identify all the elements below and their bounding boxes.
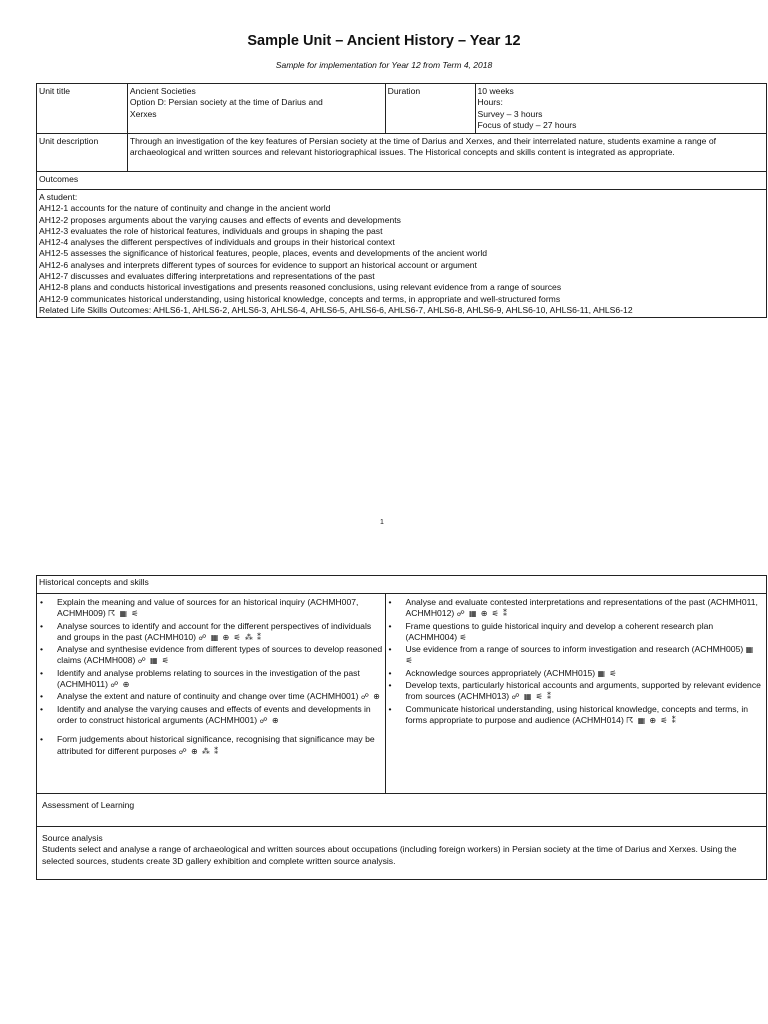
- curriculum-icons: ☍ ▦ ⊕ ⚟ ⁑: [456, 609, 509, 619]
- skills-header-row: [37, 576, 767, 594]
- duration-line: Survey – 3 hours: [477, 108, 543, 119]
- skill-item: • Analyse sources to identify and account for the different perspectives of individuals and groups in the past (ACHMH010) ☍ ▦ ⊕ ⚟ ⁂ ⁑: [39, 621, 383, 644]
- outcome-item: AH12-4 analyses the different perspectives of individuals and groups in their historical context: [39, 237, 395, 248]
- outcomes-row: [37, 190, 767, 318]
- duration-line: Hours:: [477, 97, 503, 108]
- skill-item: • Analyse and evaluate contested interpretations and representations of the past (ACHMH011, ACHMH012) ☍ ▦ ⊕ ⚟ ⁑: [388, 597, 764, 620]
- outcome-item: AH12-6 analyses and interprets different types of sources for evidence to support an historical account or argument: [39, 259, 477, 270]
- unit-table: [36, 83, 767, 318]
- skill-item: • Communicate historical understanding, using historical knowledge, concepts and terms, in forms appropriate to purpose and audience (ACHMH014) ☈ ▦ ⊕ ⚟ ⁑: [388, 704, 764, 727]
- unit-title-value: [127, 84, 385, 134]
- skill-item: • Frame questions to guide historical inquiry and develop a coherent research plan (ACHMH004) ⚟: [388, 621, 764, 644]
- skill-item: • Develop texts, particularly historical accounts and arguments, supported by relevant evidence from sources (ACHMH013) ☍ ▦ ⚟ ⁑: [388, 680, 764, 703]
- outcomes-intro: A student:: [39, 192, 78, 202]
- unit-title-line: Xerxes: [129, 108, 157, 119]
- assessment-task-text: Students select and analyse a range of archaeological and written sources about occupations (including foreign workers) in Persian society at the time of Darius and Xerxes. Using the selected sources, students create 3D gallery exhibition and complete written source analysis.: [42, 844, 737, 866]
- skill-item: • Acknowledge sources appropriately (ACHMH015) ▦ ⚟: [388, 668, 764, 679]
- duration-label: Duration: [385, 84, 475, 134]
- unit-title-line: Ancient Societies: [129, 86, 196, 96]
- outcome-item: AH12-3 evaluates the role of historical features, individuals and groups in shaping the past: [39, 225, 383, 236]
- outcome-item: AH12-7 discusses and evaluates differing interpretations and representations of the past: [39, 271, 375, 282]
- assessment-task: [37, 827, 767, 880]
- outcome-item: AH12-1 accounts for the nature of continuity and change in the ancient world: [39, 203, 331, 214]
- page-title: Sample Unit – Ancient History – Year 12: [247, 33, 521, 49]
- unit-description-text: Through an investigation of the key features of Persian society at the time of Darius and Xerxes, and their interrelated nature, students examine a range of archaeological and written sources and relevant historiographical issues. The Historical concepts and skills content is integrated as appropriate.: [127, 134, 766, 172]
- page-subtitle: Sample for implementation for Year 12 from Term 4, 2018: [275, 60, 493, 70]
- duration-value: [475, 84, 766, 134]
- curriculum-icons: ☍ ⊕: [360, 692, 381, 702]
- unit-title-label: Unit title: [37, 84, 128, 134]
- outcomes-label: Outcomes: [37, 172, 767, 190]
- skills-header: Historical concepts and skills: [37, 576, 767, 594]
- unit-description-label: Unit description: [37, 134, 128, 172]
- outcomes-list: [37, 190, 767, 318]
- life-skills-outcomes: Related Life Skills Outcomes: AHLS6-1, AHLS6-2, AHLS6-3, AHLS6-4, AHLS6-5, AHLS6-6, AHLS6-7, AHLS6-8, AHLS6-9, AHLS6-10, AHLS6-11, AHLS6-12: [39, 304, 633, 315]
- skill-item: • Identify and analyse the varying causes and effects of events and developments in order to construct historical arguments (ACHMH001) ☍ ⊕: [39, 704, 383, 727]
- assessment-row: [37, 827, 767, 880]
- curriculum-icons: ⚟: [459, 632, 468, 642]
- duration-line: 10 weeks: [477, 86, 514, 96]
- skill-item: • Form judgements about historical significance, recognising that significance may be attributed for different purposes ☍ ⊕ ⁂ ⁑: [39, 734, 383, 757]
- curriculum-icons: ☍ ⊕ ⁂ ⁑: [178, 746, 220, 756]
- curriculum-icons: ▦ ⚟: [405, 645, 755, 666]
- page-number: 1: [380, 519, 384, 526]
- curriculum-icons: ☈ ▦ ⊕ ⚟ ⁑: [626, 715, 677, 725]
- unit-title-row: [37, 84, 767, 134]
- outcome-item: AH12-2 proposes arguments about the varying causes and effects of events and developments: [39, 214, 401, 225]
- skills-row: [37, 594, 767, 794]
- assessment-header: Assessment of Learning: [37, 794, 767, 827]
- curriculum-icons: ☍ ▦ ⚟: [137, 656, 170, 666]
- duration-line: Focus of study – 27 hours: [477, 119, 577, 130]
- outcome-item: AH12-8 plans and conducts historical investigations and presents reasoned conclusions, using relevant evidence from a range of sources: [39, 282, 562, 293]
- assessment-task-title: Source analysis: [42, 833, 103, 843]
- skill-item: • Use evidence from a range of sources to inform investigation and research (ACHMH005) ▦ ⚟: [388, 644, 764, 667]
- assessment-header-row: [37, 794, 767, 827]
- skills-left-column: [37, 594, 386, 794]
- outcome-item: AH12-9 communicates historical understanding, using historical knowledge, concepts and terms, in appropriate and well-structured forms: [39, 293, 561, 304]
- skill-item: • Identify and analyse problems relating to sources in the investigation of the past (ACHMH011) ☍ ⊕: [39, 668, 383, 691]
- skills-table: [36, 575, 767, 880]
- outcomes-header-row: [37, 172, 767, 190]
- curriculum-icons: ☍ ▦ ⊕ ⚟ ⁂ ⁑: [198, 632, 263, 642]
- curriculum-icons: ▦ ⚟: [597, 668, 618, 678]
- skill-item: • Explain the meaning and value of sources for an historical inquiry (ACHMH007, ACHMH009) ☈ ▦ ⚟: [39, 597, 383, 620]
- skill-item: • Analyse and synthesise evidence from different types of sources to develop reasoned claims (ACHMH008) ☍ ▦ ⚟: [39, 644, 383, 667]
- curriculum-icons: ☍ ▦ ⚟ ⁑: [511, 692, 553, 702]
- skill-item: • Analyse the extent and nature of continuity and change over time (ACHMH001) ☍ ⊕: [39, 691, 383, 702]
- unit-description-row: [37, 134, 767, 172]
- curriculum-icons: ☍ ⊕: [110, 680, 131, 690]
- unit-title-line: Option D: Persian society at the time of Darius and: [129, 97, 323, 108]
- curriculum-icons: ☍ ⊕: [259, 715, 280, 725]
- skills-right-column: [385, 594, 766, 794]
- curriculum-icons: ☈ ▦ ⚟: [108, 609, 140, 619]
- outcome-item: AH12-5 assesses the significance of historical features, people, places, events and developments of the ancient world: [39, 248, 488, 259]
